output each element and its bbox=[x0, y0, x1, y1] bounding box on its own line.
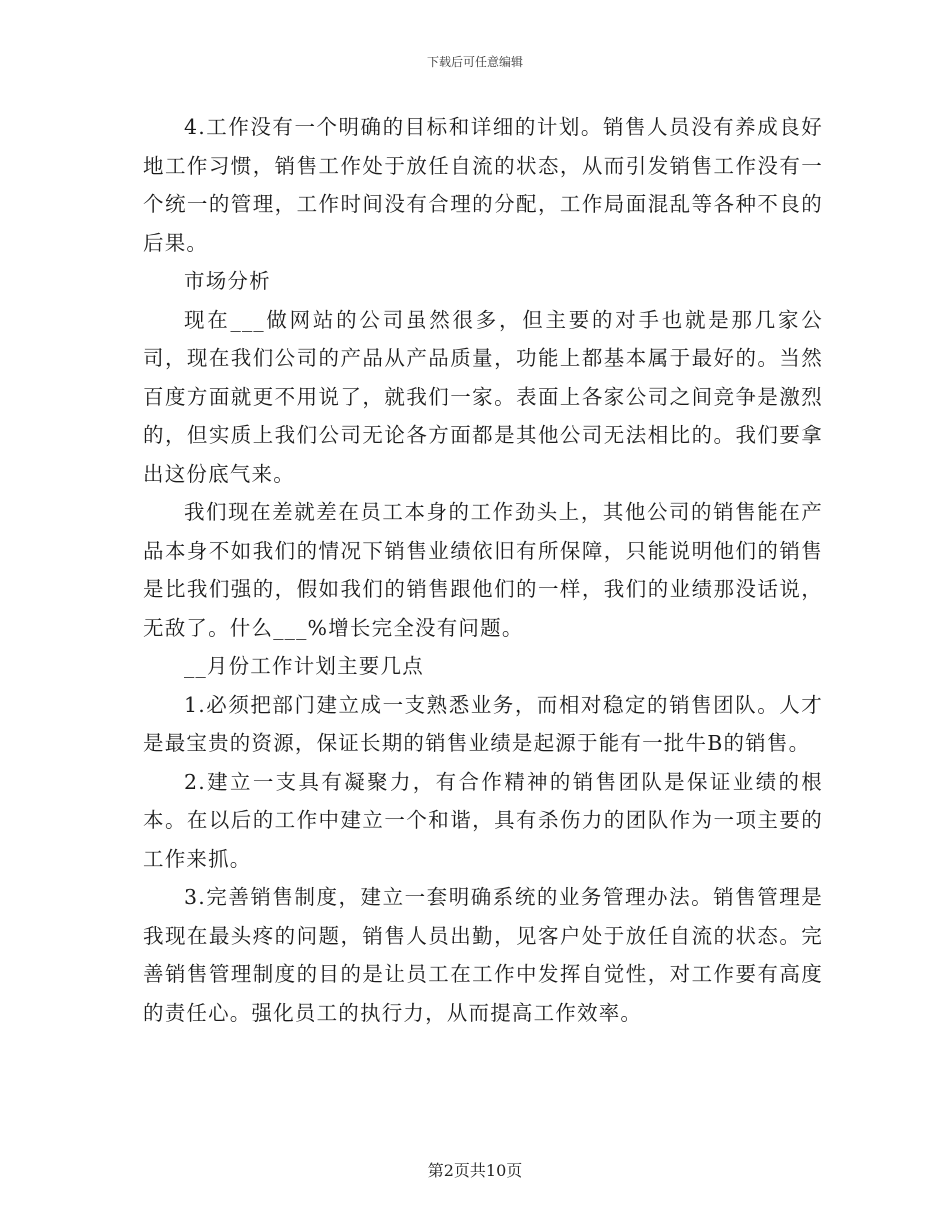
page-header-note: 下载后可任意编辑 bbox=[426, 55, 523, 69]
page-number: 第2页共10页 bbox=[427, 1161, 523, 1180]
paragraph-plan-2: 2.建立一支具有凝聚力，有合作精神的销售团队是保证业绩的根本。在以后的工作中建立一个和谐，具有杀伤力的团队作为一项主要的工作来抓。 bbox=[143, 769, 823, 871]
section-heading-monthly-plan: __月份工作计划主要几点 bbox=[184, 654, 424, 678]
paragraph-plan-1: 1.必须把部门建立成一支熟悉业务，而相对稳定的销售团队。人才是最宝贵的资源，保证长期的销售业绩是起源于能有一批牛B的销售。 bbox=[143, 692, 823, 755]
paragraph-problem-4: 4.工作没有一个明确的目标和详细的计划。销售人员没有养成良好地工作习惯，销售工作处于放任自流的状态，从而引发销售工作没有一个统一的管理，工作时间没有合理的分配，工作局面混乱等各种不良的后果。 bbox=[143, 115, 823, 255]
document-body bbox=[143, 108, 823, 1032]
paragraph-plan-3: 3.完善销售制度，建立一套明确系统的业务管理办法。销售管理是我现在最头疼的问题，销售人员出勤，见客户处于放任自流的状态。完善销售管理制度的目的是让员工在工作中发挥自觉性，对工作要有高度的责任心。强化员工的执行力，从而提高工作效率。 bbox=[143, 885, 823, 1025]
paragraph-market-competition: 现在___做网站的公司虽然很多，但主要的对手也就是那几家公司，现在我们公司的产品从产品质量，功能上都基本属于最好的。当然百度方面就更不用说了，就我们一家。表面上各家公司之间竞争是激烈的，但实质上我们公司无论各方面都是其他公司无法相比的。我们要拿出这份底气来。 bbox=[143, 307, 823, 486]
paragraph-staff-motivation: 我们现在差就差在员工本身的工作劲头上，其他公司的销售能在产品本身不如我们的情况下销售业绩依旧有所保障，只能说明他们的销售是比我们强的，假如我们的销售跟他们的一样，我们的业绩那没话说，无敌了。什么___%增长完全没有问题。 bbox=[143, 500, 823, 640]
section-heading-market-analysis: 市场分析 bbox=[184, 269, 271, 293]
